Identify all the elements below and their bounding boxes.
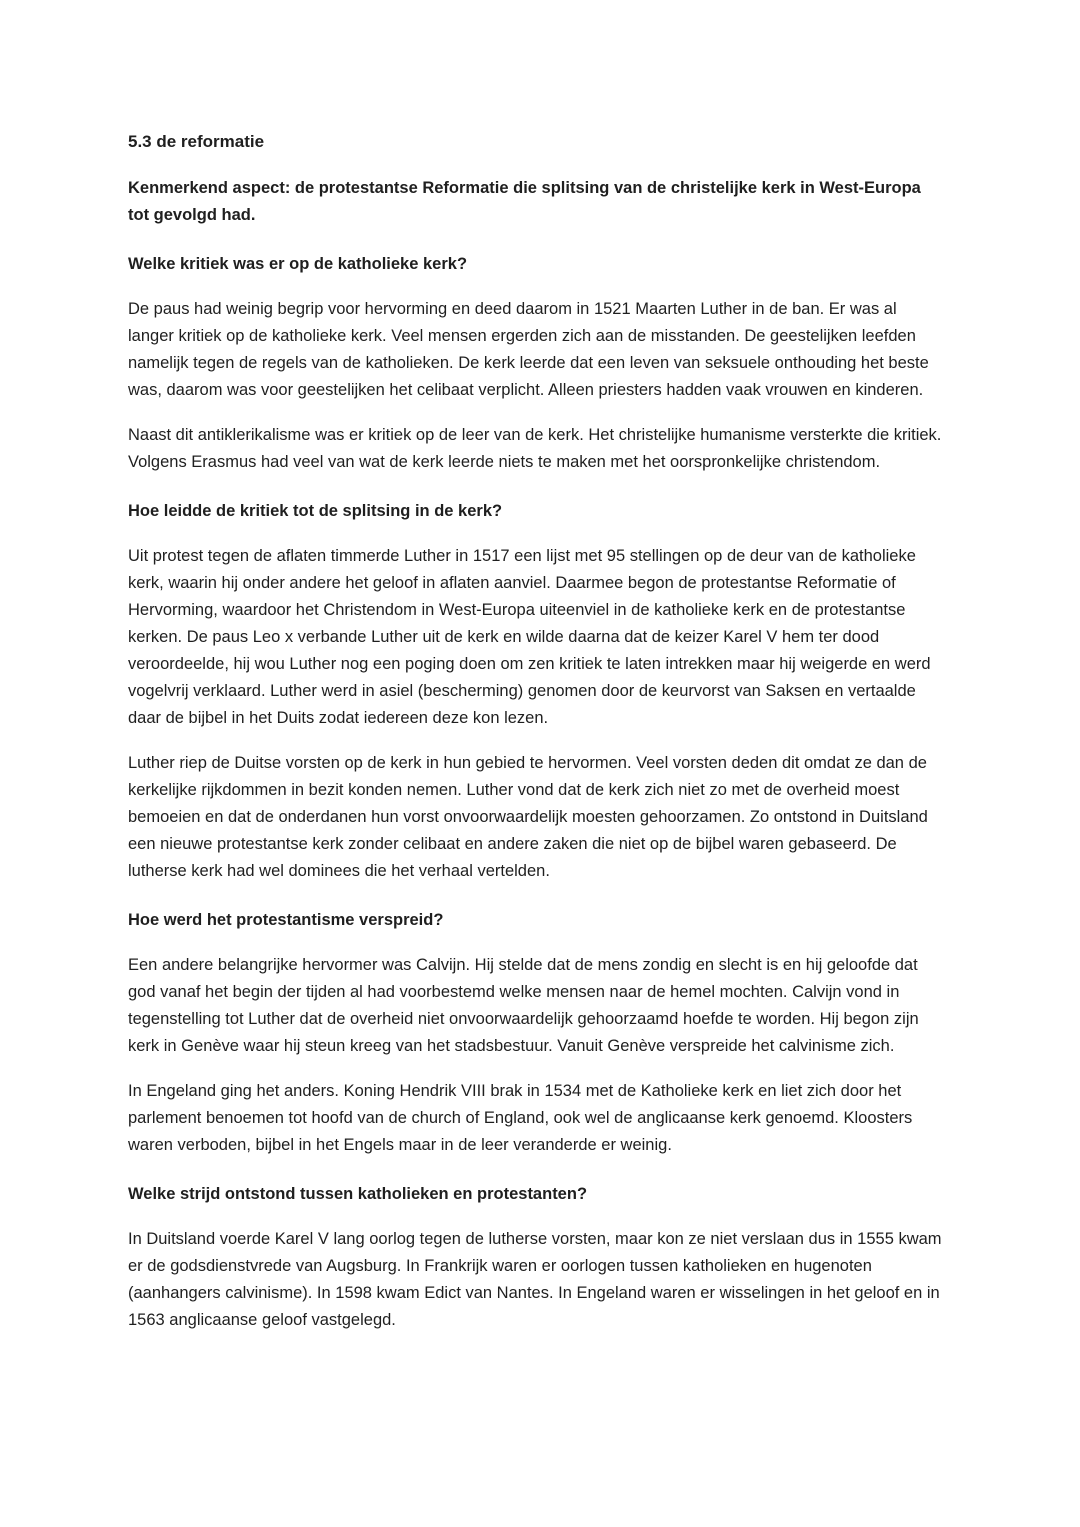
lead-paragraph: Kenmerkend aspect: de protestantse Reformatie die splitsing van de christelijke kerk in West-Europa tot gevolgd had. bbox=[128, 179, 921, 224]
section-heading: Hoe werd het protestantisme verspreid? bbox=[128, 911, 444, 929]
body-paragraph: Een andere belangrijke hervormer was Calvijn. Hij stelde dat de mens zondig en slecht is en hij geloofde dat god vanaf het begin der tijden al had voorbestemd welke mensen naar de hemel mochten. Calvijn vond in tegenstelling tot Luther dat de overheid niet onvoorwaardelijk gehoorzaamd hoefde te worden. Hij begon zijn kerk in Genève waar hij steun kreeg van het stadsbestuur. Vanuit Genève verspreide het calvinisme zich. bbox=[128, 956, 919, 1055]
section-heading: Hoe leidde de kritiek tot de splitsing in de kerk? bbox=[128, 502, 503, 520]
document-title: 5.3 de reformatie bbox=[128, 132, 265, 151]
body-paragraph: Uit protest tegen de aflaten timmerde Luther in 1517 een lijst met 95 stellingen op de deur van de katholieke kerk, waarin hij onder andere het geloof in aflaten aanviel. Daarmee begon de protestantse Reformatie of Hervorming, waardoor het Christendom in West-Europa uiteenviel in de katholieke kerk en de protestantse kerken. De paus Leo x verbande Luther uit de kerk en wilde daarna dat de keizer Karel V hem ter dood veroordeelde, hij wou Luther nog een poging doen om zen kritiek te laten intrekken maar hij weigerde en werd vogelvrij verklaard. Luther werd in asiel (bescherming) genomen door de keurvorst van Saksen en vertaalde daar de bijbel in het Duits zodat iedereen deze kon lezen. bbox=[128, 547, 931, 727]
section-heading: Welke kritiek was er op de katholieke kerk? bbox=[128, 255, 468, 273]
body-paragraph: In Duitsland voerde Karel V lang oorlog tegen de lutherse vorsten, maar kon ze niet verslaan dus in 1555 kwam er de godsdienstvrede van Augsburg. In Frankrijk waren er oorlogen tussen katholieken en hugenoten (aanhangers calvinisme). In 1598 kwam Edict van Nantes. In Engeland waren er wisselingen in het geloof en in 1563 anglicaanse geloof vastgelegd. bbox=[128, 1230, 942, 1329]
body-paragraph: De paus had weinig begrip voor hervorming en deed daarom in 1521 Maarten Luther in de ban. Er was al langer kritiek op de katholieke kerk. Veel mensen ergerden zich aan de misstanden. De geestelijken leefden namelijk tegen de regels van de katholieken. De kerk leerde dat een leven van seksuele onthouding het beste was, daarom was voor geestelijken het celibaat verplicht. Alleen priesters hadden vaak vrouwen en kinderen. bbox=[128, 300, 929, 399]
body-paragraph: Luther riep de Duitse vorsten op de kerk in hun gebied te hervormen. Veel vorsten deden dit omdat ze dan de kerkelijke rijkdommen in bezit konden nemen. Luther vond dat de kerk zich niet zo met de overheid moest bemoeien en dat de onderdanen hun vorst onvoorwaardelijk moesten gehoorzamen. Zo ontstond in Duitsland een nieuwe protestantse kerk zonder celibaat en andere zaken die niet op de bijbel waren gebaseerd. De lutherse kerk had wel dominees die het verhaal vertelden. bbox=[128, 754, 928, 880]
body-paragraph: Naast dit antiklerikalisme was er kritiek op de leer van de kerk. Het christelijke humanisme versterkte die kritiek. Volgens Erasmus had veel van wat de kerk leerde niets te maken met het oorspronkelijke christendom. bbox=[128, 426, 942, 471]
body-paragraph: In Engeland ging het anders. Koning Hendrik VIII brak in 1534 met de Katholieke kerk en liet zich door het parlement benoemen tot hoofd van de church of England, ook wel de anglicaanse kerk genoemd. Kloosters waren verboden, bijbel in het Engels maar in de leer veranderde er weinig. bbox=[128, 1082, 913, 1154]
section-heading: Welke strijd ontstond tussen katholieken en protestanten? bbox=[128, 1185, 588, 1203]
document-content bbox=[128, 128, 944, 1334]
